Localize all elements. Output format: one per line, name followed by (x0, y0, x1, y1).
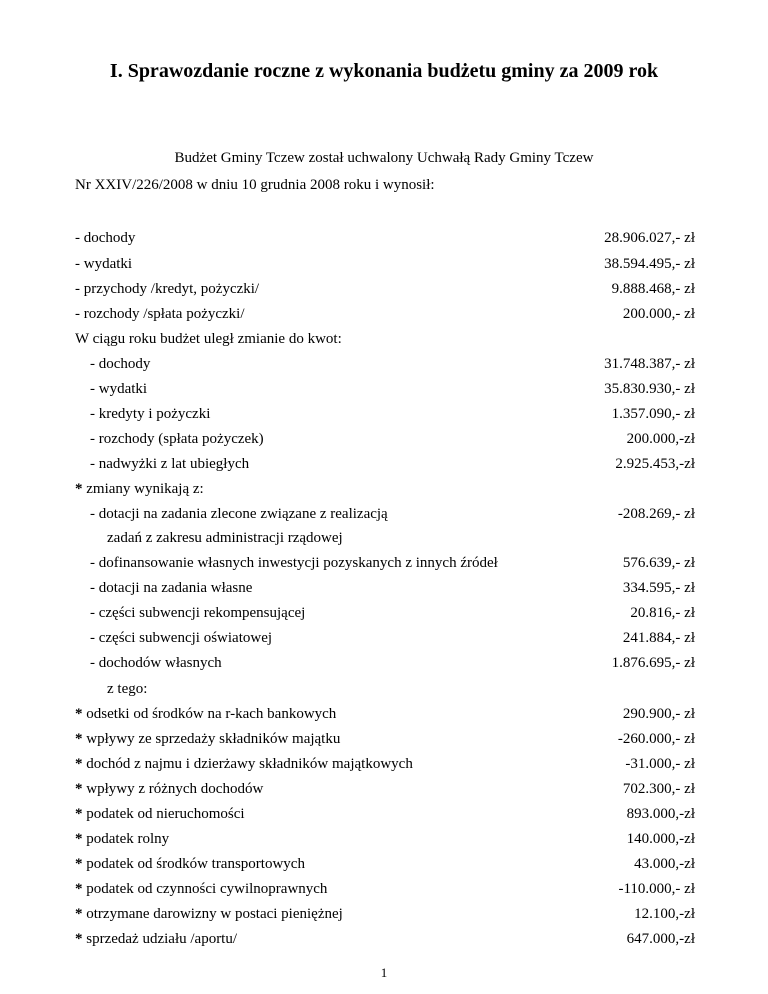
row-label: - części subwencji oświatowej (90, 630, 273, 646)
changes-row (75, 630, 695, 650)
row-amount: 200.000,-zł (626, 431, 695, 447)
initial-budget-row (75, 230, 695, 250)
own-income-row (75, 806, 695, 826)
row-amount: 20.816,- zł (630, 605, 695, 621)
row-amount: 9.888.468,- zł (611, 281, 695, 297)
row-amount: 647.000,-zł (626, 931, 695, 947)
asterisk-bullet: * (75, 881, 83, 897)
row-label: - dotacji na zadania zlecone związane z realizacją (90, 506, 388, 522)
row-label: - wydatki (90, 381, 148, 397)
row-label: sprzedaż udziału /aportu/ (86, 931, 238, 947)
intro-line-2: Nr XXIV/226/2008 w dniu 10 grudnia 2008 roku i wynosił: (75, 177, 435, 193)
row-label: wpływy ze sprzedaży składników majątku (86, 731, 341, 747)
asterisk-bullet: * (75, 931, 83, 947)
changed-budget-row (75, 381, 695, 401)
own-income-row (75, 756, 695, 776)
row-amount: 43.000,-zł (634, 856, 695, 872)
changed-budget-row (75, 456, 695, 476)
asterisk-bullet: * (75, 706, 83, 722)
of-which-row (75, 681, 695, 701)
asterisk-bullet: * (75, 756, 83, 772)
initial-budget-row (75, 281, 695, 301)
row-label: - dofinansowanie własnych inwestycji pozyskanych z innych źródeł (90, 555, 498, 571)
own-income-row (75, 881, 695, 901)
own-income-row (75, 831, 695, 851)
row-amount: 38.594.495,- zł (604, 256, 695, 272)
asterisk-bullet: * (75, 831, 83, 847)
row-amount: -31.000,- zł (625, 756, 695, 772)
row-label: - części subwencji rekompensującej (90, 605, 306, 621)
row-amount: 2.925.453,-zł (615, 456, 695, 472)
row-label: podatek rolny (86, 831, 170, 847)
row-amount: 576.639,- zł (622, 555, 695, 571)
row-amount: 35.830.930,- zł (604, 381, 695, 397)
row-amount: -260.000,- zł (617, 731, 695, 747)
row-amount: -110.000,- zł (618, 881, 695, 897)
row-label: podatek od czynności cywilnoprawnych (86, 881, 328, 897)
changed-budget-row (75, 406, 695, 426)
changes-heading-row (75, 481, 695, 501)
changes-row (75, 506, 695, 526)
row-amount: 12.100,-zł (634, 906, 695, 922)
changes-row (75, 555, 695, 575)
intro-line-1: Budżet Gminy Tczew został uchwalony Uchwałą Rady Gminy Tczew (174, 150, 594, 166)
row-label: - dochodów własnych (90, 655, 222, 671)
row-label: - rozchody /spłata pożyczki/ (75, 306, 245, 322)
changes-row (75, 655, 695, 675)
row-amount: -208.269,- zł (617, 506, 695, 522)
own-income-row (75, 856, 695, 876)
own-income-row (75, 731, 695, 751)
asterisk-bullet: * (75, 481, 83, 497)
row-amount: 290.900,- zł (622, 706, 695, 722)
asterisk-bullet: * (75, 856, 83, 872)
own-income-row (75, 906, 695, 926)
initial-budget-row (75, 306, 695, 326)
row-label: dochód z najmu i dzierżawy składników majątkowych (86, 756, 413, 772)
row-amount: 31.748.387,- zł (604, 356, 695, 372)
row-label: - dochody (90, 356, 151, 372)
changes-row (75, 605, 695, 625)
row-label: otrzymane darowizny w postaci pieniężnej (86, 906, 343, 922)
row-amount: 334.595,- zł (622, 580, 695, 596)
changes-row (75, 580, 695, 600)
row-label: wpływy z różnych dochodów (86, 781, 264, 797)
page-number: 1 (380, 965, 388, 980)
row-label: podatek od nieruchomości (86, 806, 245, 822)
asterisk-bullet: * (75, 731, 83, 747)
own-income-row (75, 706, 695, 726)
changed-budget-row (75, 356, 695, 376)
row-amount: 241.884,- zł (622, 630, 695, 646)
row-amount: 702.300,- zł (622, 781, 695, 797)
changed-budget-row (75, 431, 695, 451)
of-which-label: z tego: (107, 681, 148, 697)
row-label: - wydatki (75, 256, 133, 272)
row-label: podatek od środków transportowych (86, 856, 305, 872)
asterisk-bullet: * (75, 906, 83, 922)
changes-heading (75, 481, 204, 498)
row-amount: 140.000,-zł (626, 831, 695, 847)
asterisk-bullet: * (75, 781, 83, 797)
row-label: - dotacji na zadania własne (90, 580, 253, 596)
row-label: - kredyty i pożyczki (90, 406, 211, 422)
row-amount: 893.000,-zł (626, 806, 695, 822)
changed-heading-row (75, 331, 695, 351)
page-title: I. Sprawozdanie roczne z wykonania budżetu gminy za 2009 rok (109, 60, 659, 82)
asterisk-bullet: * (75, 806, 83, 822)
row-label: - rozchody (spłata pożyczek) (90, 431, 264, 447)
initial-budget-row (75, 256, 695, 276)
changes-heading-text: zmiany wynikają z: (86, 481, 204, 497)
row-label: - przychody /kredyt, pożyczki/ (75, 281, 260, 297)
row-label: - dochody (75, 230, 136, 246)
changed-heading: W ciągu roku budżet uległ zmianie do kwot: (75, 331, 342, 347)
own-income-row (75, 931, 695, 951)
row-label-continuation: zadań z zakresu administracji rządowej (107, 530, 343, 546)
row-amount: 1.357.090,- zł (611, 406, 695, 422)
row-label: odsetki od środków na r-kach bankowych (86, 706, 337, 722)
row-amount: 28.906.027,- zł (604, 230, 695, 246)
own-income-row (75, 781, 695, 801)
row-label: - nadwyżki z lat ubiegłych (90, 456, 250, 472)
changes-row-continuation (75, 530, 695, 550)
row-amount: 1.876.695,- zł (611, 655, 695, 671)
row-amount: 200.000,- zł (622, 306, 695, 322)
